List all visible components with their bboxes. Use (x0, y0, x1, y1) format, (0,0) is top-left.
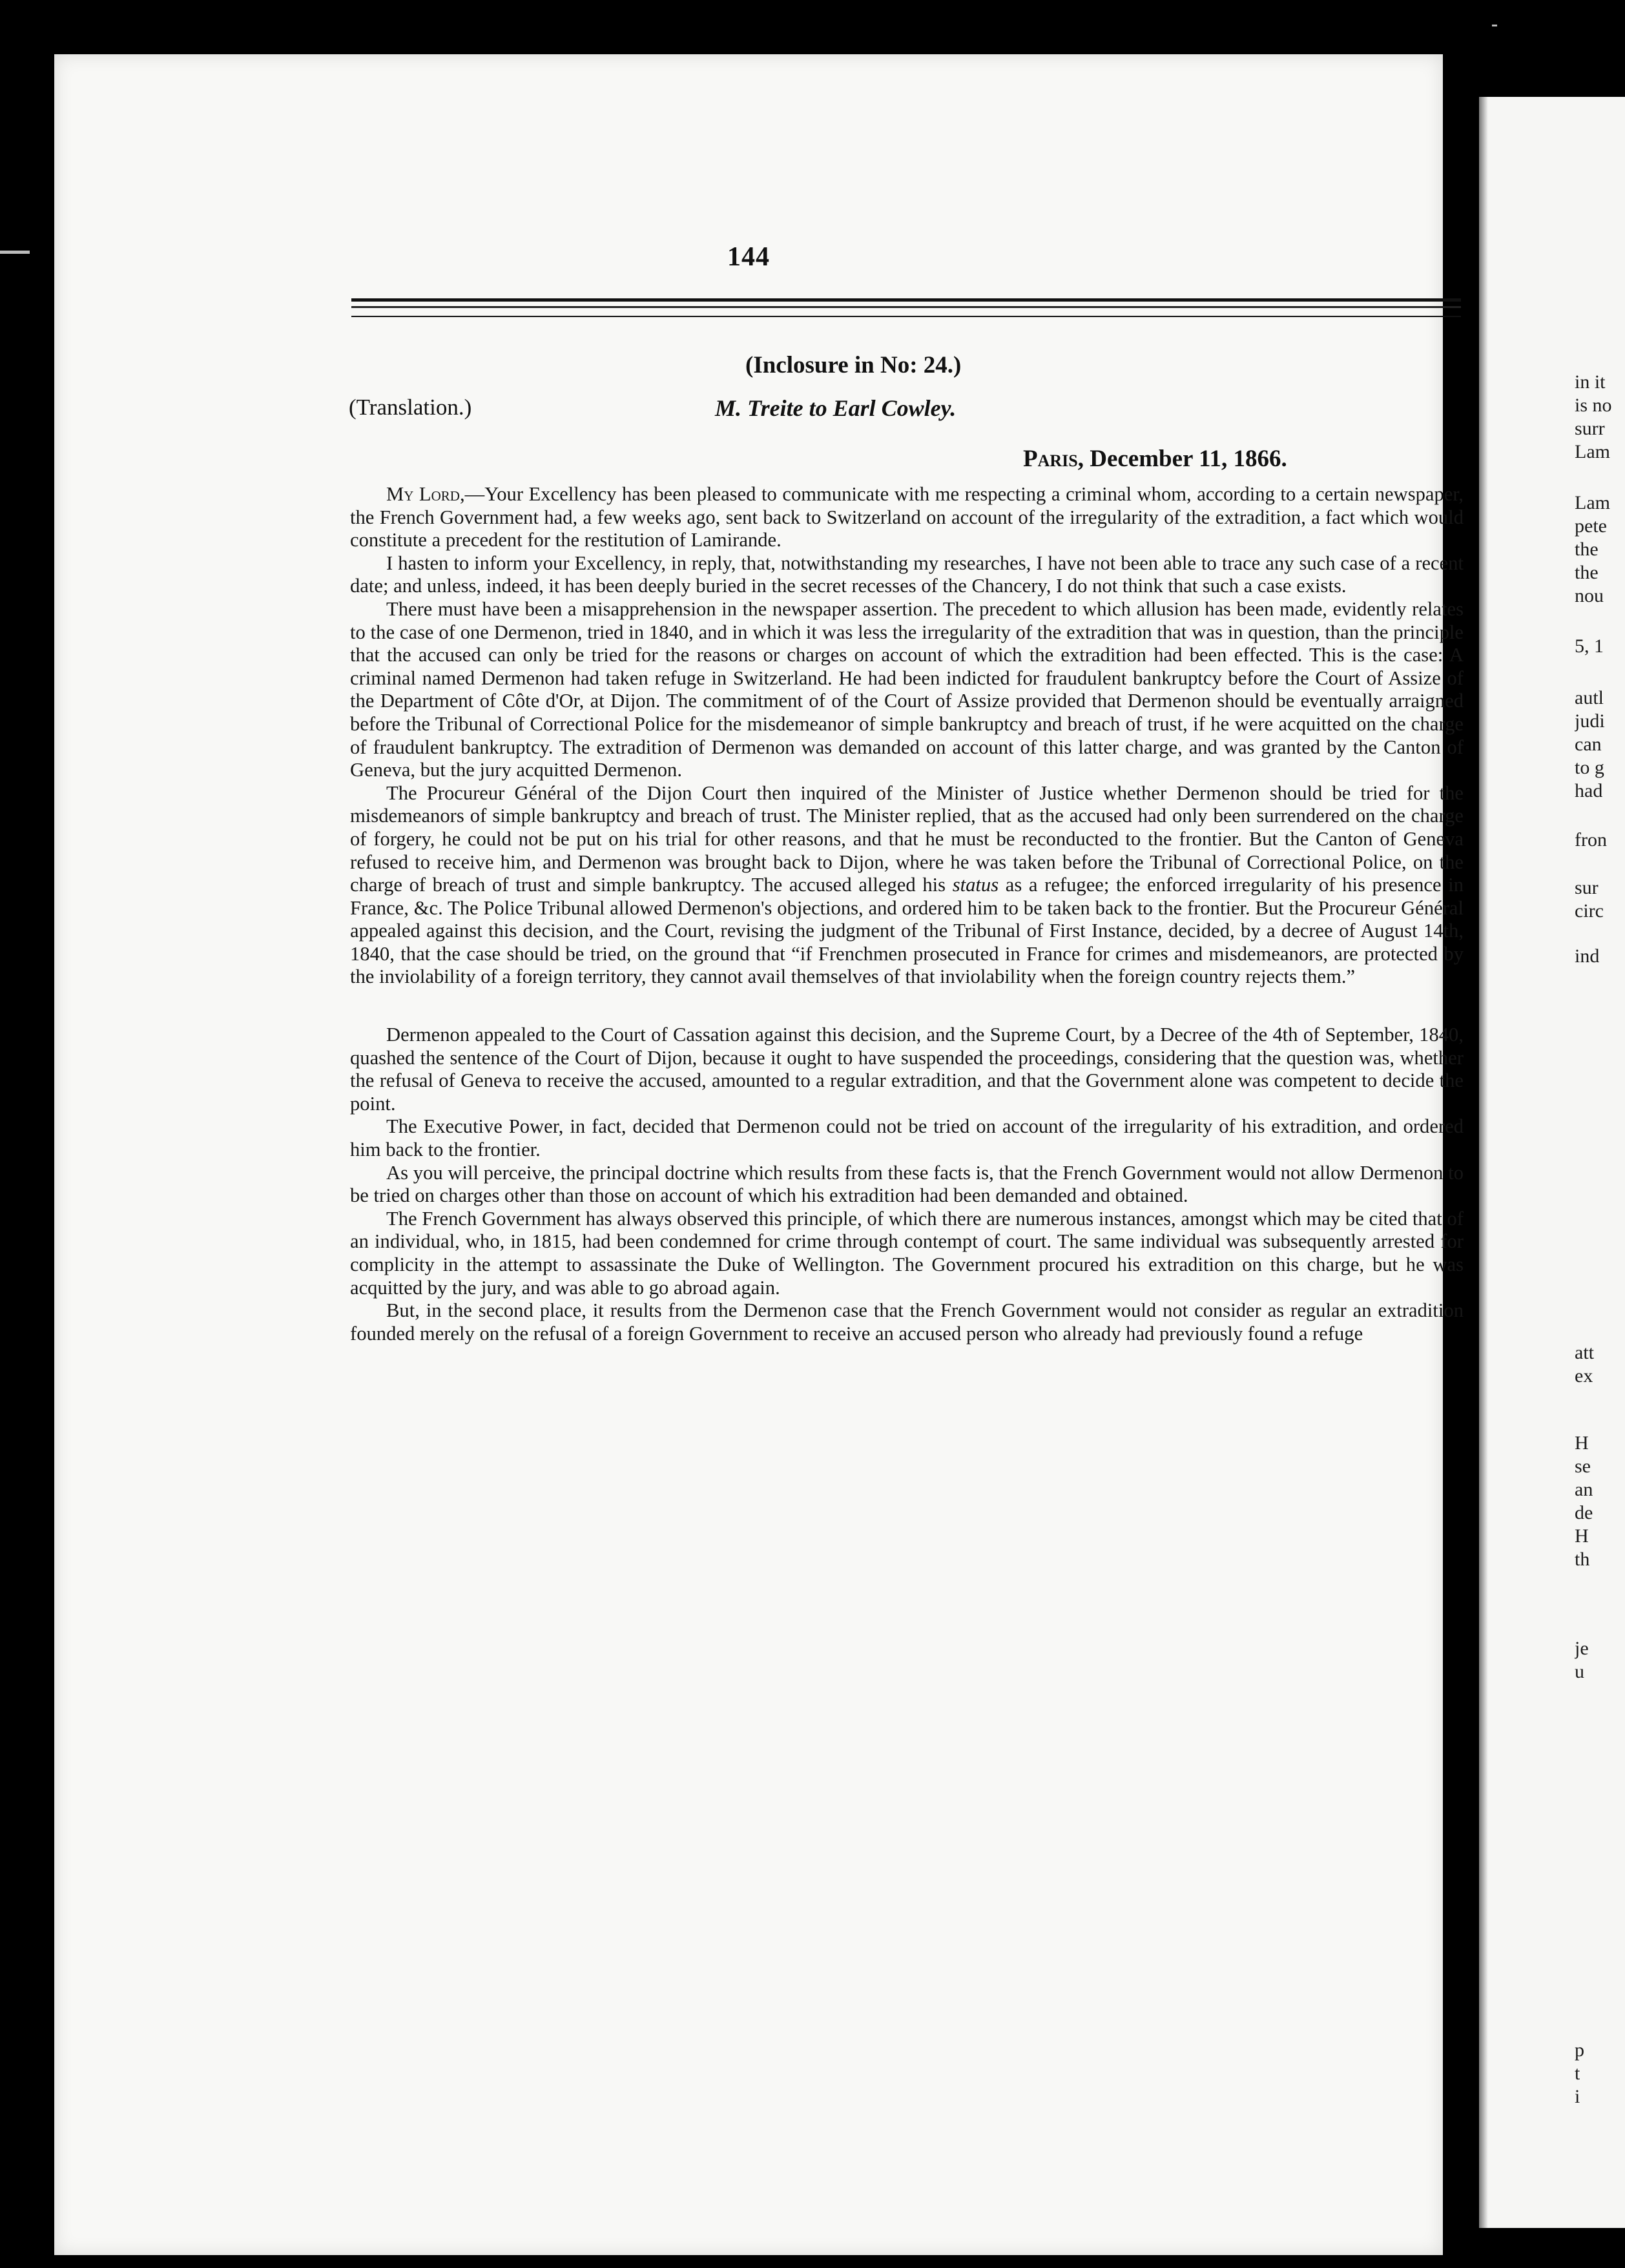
salutation: My Lord, (386, 483, 465, 505)
fragment-text: autl (1575, 687, 1604, 708)
fragment-text: Lam (1575, 492, 1610, 513)
letter-body (350, 483, 1464, 1345)
italic-word: status (952, 874, 999, 896)
fragment-text: de (1575, 1502, 1593, 1523)
paragraph: My Lord,—Your Excellency has been pleased to communicate with me respecting a criminal whom, according to a certain newspaper, the French Government had, a few weeks ago, sent back to Switzerland on account of the irregularity of the extradition, a fact which would constitute a precedent for the restitution of Lamirande. (350, 483, 1464, 552)
fragment-text: the (1575, 562, 1599, 583)
paragraph: The Executive Power, in fact, decided that Dermenon could not be tried on account of the irregularity of his extradition, and ordered him back to the frontier. (350, 1115, 1464, 1161)
fragment-text: t (1575, 2063, 1580, 2084)
fragment-text: th (1575, 1549, 1590, 1570)
fragment-text: i (1575, 2086, 1580, 2107)
fragment-text: an (1575, 1479, 1593, 1500)
fragment-text: to g (1575, 757, 1604, 778)
scan-speck (0, 251, 30, 254)
fragment-text: se (1575, 1456, 1591, 1477)
fragment-text: Lam (1575, 441, 1610, 462)
fragment-text: is no (1575, 395, 1612, 416)
adjacent-page-fragment (1479, 97, 1625, 2228)
paragraph: I hasten to inform your Excellency, in reply, that, notwithstanding my researches, I have not been able to trace any such case of a recent date; and unless, indeed, it has been deeply buried in the secret recesses of the Chancery, I do not think that such a case exists. (350, 552, 1464, 597)
fragment-text: ex (1575, 1365, 1593, 1387)
paragraph: Dermenon appealed to the Court of Cassation against this decision, and the Supreme Court, by a Decree of the 4th of September, 1840, quashed the sentence of the Court of Dijon, because it ought to have suspended the proceedings, considering that the question was, whether the refusal of Geneva to receive the accused, amounted to a regular extradition, and that the Government alone was competent to decide the point. (350, 1024, 1464, 1115)
fragment-text: je (1575, 1638, 1589, 1659)
fragment-text: att (1575, 1342, 1594, 1363)
paragraph: The Procureur Général of the Dijon Court then inquired of the Minister of Justice whether Dermenon should be tried for the misdemeanors of simple bankruptcy and breach of trust. The Minister replied, that as the accused had only been surrendered on the charge of forgery, he could not be put on his trial for other reasons, and that he must be reconducted to the frontier. But the Canton of Geneva refused to receive him, and Dermenon was brought back to Dijon, where he was taken before the Tribunal of Correctional Police, on the charge of breach of trust and simple bankruptcy. The accused alleged his status as a refugee; the enforced irregularity of his presence in France, &c. The Police Tribunal allowed Dermenon's objections, and ordered him to be taken back to the frontier. But the Procureur Général appealed against this decision, and the Court, revising the judgment of the Tribunal of First Instance, decided, by a decree of August 14th, 1840, that the case should be tried, on the ground that “if Frenchmen prosecuted in France for crimes and misdemeanors, are protected by the inviolability of a foreign territory, they cannot avail themselves of that inviolability when the foreign country rejects them.” (350, 781, 1464, 988)
fragment-text: in it (1575, 371, 1606, 393)
page-number: 144 (727, 242, 770, 272)
paragraph: As you will perceive, the principal doctrine which results from these facts is, that the French Government would not allow Dermenon to be tried on charges other than those on account of which his extradition had been demanded and obtained. (350, 1161, 1464, 1207)
paragraph: But, in the second place, it results from the Dermenon case that the French Government would not consider as regular an extradition founded merely on the refusal of a foreign Government to receive an accused person who already had previously found a refuge (350, 1299, 1464, 1345)
paragraph: The French Government has always observed this principle, of which there are numerous instances, amongst which may be cited that of an individual, who, in 1815, had been condemned for crime through contempt of court. The same individual was subsequently arrested for complicity in the attempt to assassinate the Duke of Wellington. The Government procured his extradition on this charge, but he was acquitted by the jury, and was able to go abroad again. (350, 1207, 1464, 1299)
inclosure-heading: (Inclosure in No: 24.) (745, 352, 962, 378)
letter-heading: M. Treite to Earl Cowley. (715, 395, 957, 421)
fragment-text: p (1575, 2039, 1584, 2061)
fragment-text: ind (1575, 945, 1600, 967)
fragment-text: sur (1575, 877, 1599, 898)
date: December 11, 1866. (1090, 446, 1287, 472)
fragment-text: judi (1575, 710, 1605, 732)
translation-label: (Translation.) (349, 395, 472, 420)
place-date-line (1023, 445, 1287, 473)
fragment-text: circ (1575, 900, 1604, 922)
header-double-rule (351, 298, 1461, 317)
document-page (54, 54, 1464, 2255)
place: Paris, (1023, 446, 1084, 472)
scan-speck (1492, 25, 1497, 26)
fragment-text: 5, 1 (1575, 635, 1604, 657)
paragraph: There must have been a misapprehension in the newspaper assertion. The precedent to which allusion has been made, evidently relates to the case of one Dermenon, tried in 1840, and in which it was less the irregularity of the extradition that was in question, than the principle that the accused can only be tried for the reasons or charges on account of which the extradition had been effected. This is the case: A criminal named Dermenon had taken refuge in Switzerland. He had been indicted for fraudulent bankruptcy before the Court of Assize of the Department of Côte d'Or, at Dijon. The commitment of of the Court of Assize provided that Dermenon should be eventually arraigned before the Tribunal of Correctional Police for the misdemeanor of simple bankruptcy and breach of trust, if he were acquitted on the charge of fraudulent bankruptcy. The extradition of Dermenon was demanded on account of this latter charge, and was granted by the Canton of Geneva, but the jury acquitted Dermenon. (350, 597, 1464, 781)
fragment-text: nou (1575, 585, 1604, 606)
fragment-text: fron (1575, 829, 1607, 850)
fragment-text: H (1575, 1432, 1589, 1454)
fragment-text: had (1575, 780, 1603, 801)
fragment-text: pete (1575, 515, 1607, 537)
fragment-text: the (1575, 539, 1599, 560)
fragment-text: surr (1575, 418, 1605, 439)
fragment-text: u (1575, 1661, 1584, 1682)
fragment-text: can (1575, 734, 1602, 755)
fragment-text: H (1575, 1525, 1589, 1547)
